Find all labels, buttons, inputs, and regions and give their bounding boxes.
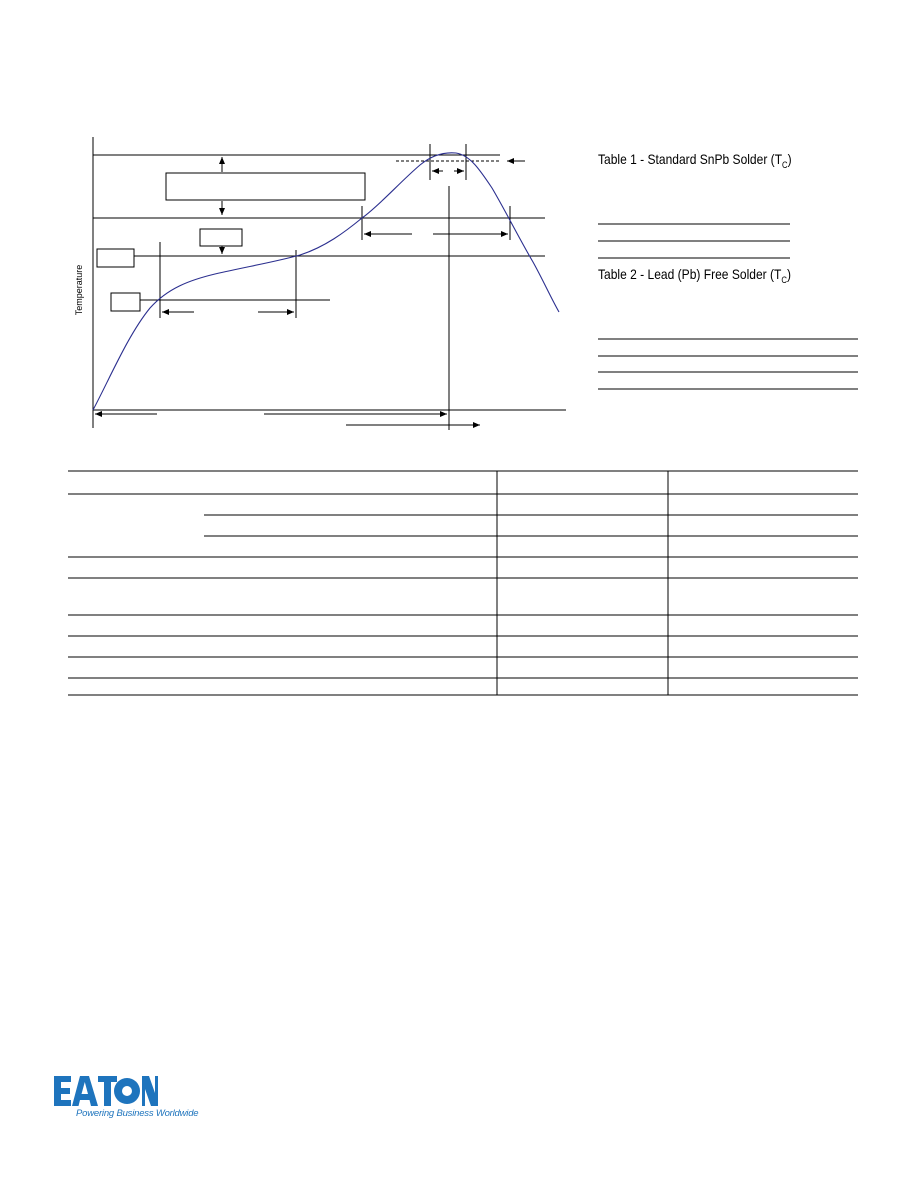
y-axis-label: Temperature [74, 264, 84, 316]
table2-title-text: Table 2 - Lead (Pb) Free Solder (T [598, 266, 782, 282]
label-box-tl [200, 229, 242, 246]
table1-title [598, 151, 792, 170]
profile-spec-table [68, 471, 858, 695]
label-box-large [166, 173, 365, 200]
table1-title-suffix: ) [787, 151, 792, 167]
table1-title-subscript: C [782, 159, 788, 170]
table2-title [598, 266, 791, 285]
eaton-tagline: Powering Business Worldwide [76, 1108, 199, 1119]
table2-title-suffix: ) [786, 266, 791, 282]
temperature-profile-curve [93, 153, 559, 410]
table2-title-subscript: C [781, 274, 787, 285]
label-box-tsmax [97, 249, 134, 267]
eaton-logo [54, 1076, 158, 1106]
table1-title-text: Table 1 - Standard SnPb Solder (T [598, 151, 783, 167]
label-box-tsmin [111, 293, 140, 311]
